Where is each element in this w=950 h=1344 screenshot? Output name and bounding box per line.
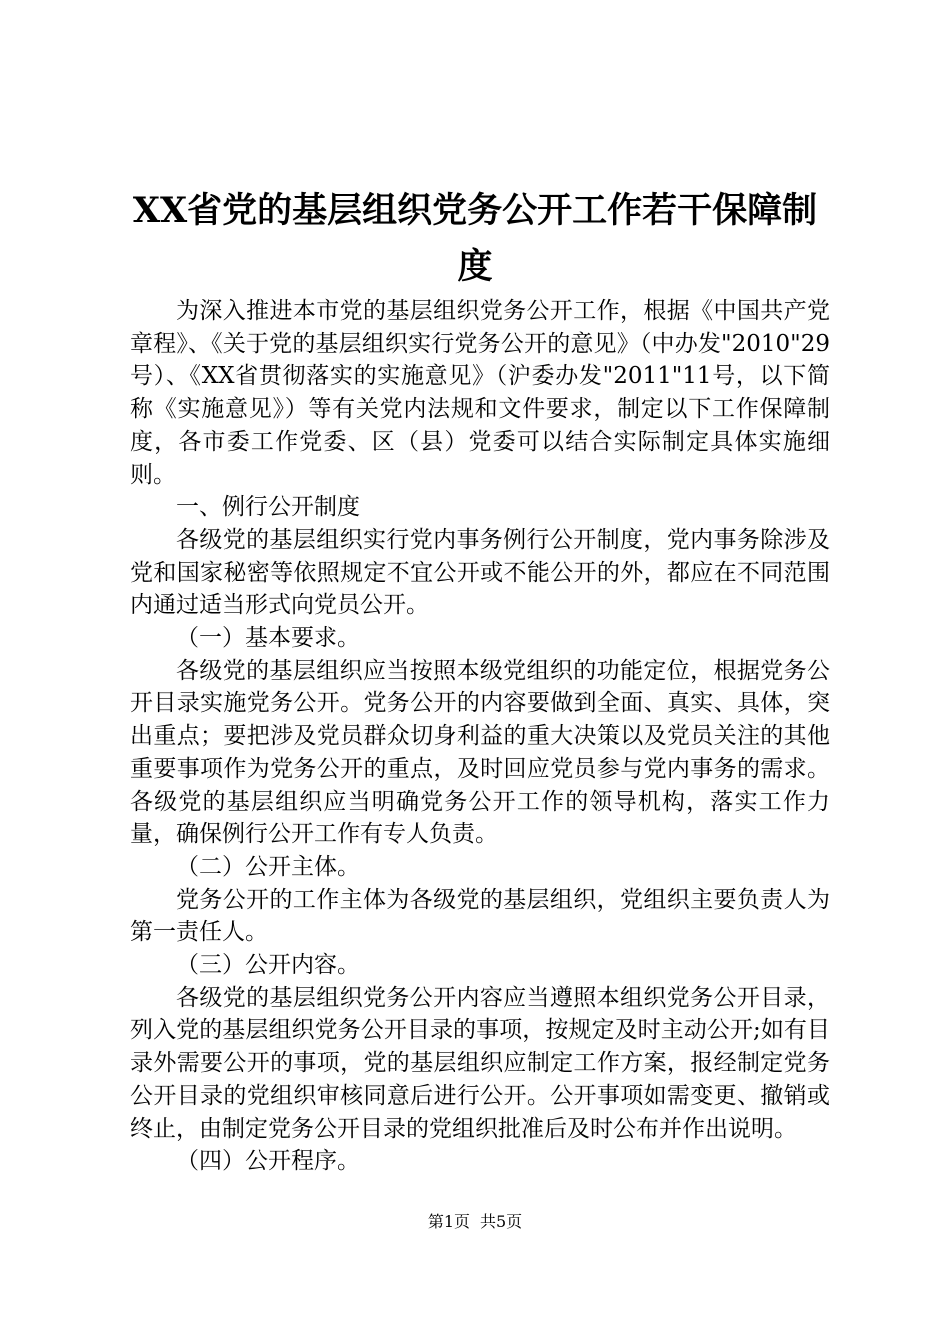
subheading-disclosure-content: （三）公开内容。 (176, 952, 360, 979)
paragraph-disclosure-subject: 党务公开的工作主体为各级党的基层组织，党组织主要负责人为第一责任人。 (130, 886, 830, 946)
subheading-disclosure-subject: （二）公开主体。 (176, 853, 360, 880)
paragraph-disclosure-content: 各级党的基层组织党务公开内容应当遵照本组织党务公开目录，列入党的基层组织党务公开目录的事项，按规定及时主动公开;如有目录外需要公开的事项，党的基层组织应制定工作方案，报经制定党务公开目录的党组织审核同意后进行公开。公开事项如需变更、撤销或终止，由制定党务公开目录的党组织批准后及时公布并作出说明。 (130, 984, 830, 1142)
paragraph-basic-requirements: 各级党的基层组织应当按照本级党组织的功能定位，根据党务公开目录实施党务公开。党务公开的内容要做到全面、真实、具体，突出重点；要把涉及党员群众切身利益的重大决策以及党员关注的其他重要事项作为党务公开的重点，及时回应党员参与党内事务的需求。各级党的基层组织应当明确党务公开工作的领导机构，落实工作力量，确保例行公开工作有专人负责。 (130, 657, 830, 848)
paragraph-routine-disclosure: 各级党的基层组织实行党内事务例行公开制度，党内事务除涉及党和国家秘密等依照规定不宜公开或不能公开的外，都应在不同范围内通过适当形式向党员公开。 (130, 526, 830, 619)
document-title: XX省党的基层组织党务公开工作若干保障制度 (132, 190, 818, 287)
subheading-disclosure-procedure: （四）公开程序。 (176, 1148, 360, 1175)
paragraph-intro: 为深入推进本市党的基层组织党务公开工作，根据《中国共产党章程》、《关于党的基层组织实行党务公开的意见》（中办发"2010"29号）、《XX省贯彻落实的实施意见》（沪委办发"2011"11号，以下简称《实施意见》）等有关党内法规和文件要求，制定以下工作保障制度，各市委工作党委、区（县）党委可以结合实际制定具体实施细则。 (130, 298, 830, 488)
document-body (130, 295, 830, 1178)
page-number: 第1页 (427, 1212, 470, 1231)
page-total: 共5页 (480, 1212, 523, 1231)
subheading-basic-requirements: （一）基本要求。 (176, 625, 360, 652)
section-heading-routine-disclosure: 一、例行公开制度 (176, 494, 360, 521)
page-footer (0, 1211, 950, 1233)
